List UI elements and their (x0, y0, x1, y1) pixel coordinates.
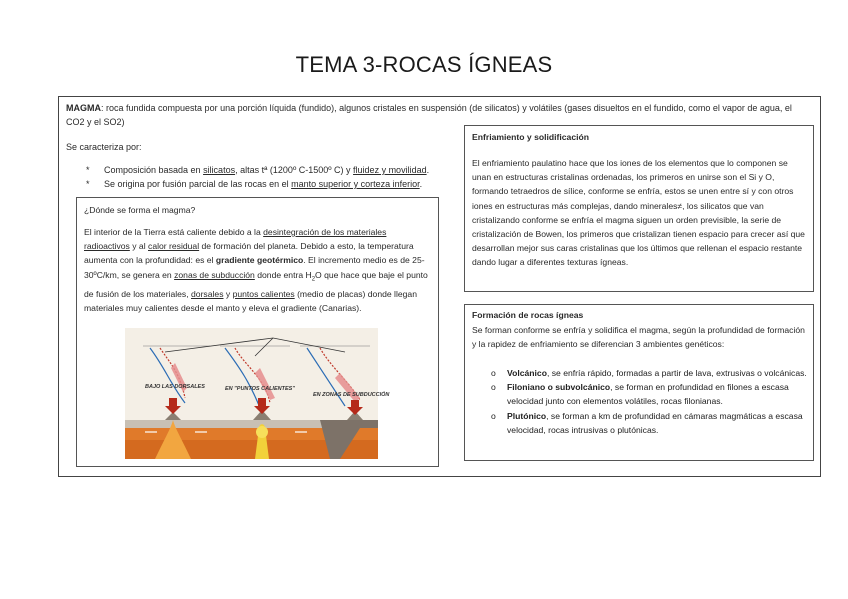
silicatos-term: silicatos (203, 165, 236, 175)
label-subduccion: EN ZONAS DE SUBDUCCIÓN (313, 392, 390, 398)
formacion-box (464, 304, 814, 461)
magma-origin-diagram (125, 328, 390, 459)
magma-bullet-1: * Composición basada en silicatos, altas tª (1200º C-1500º C) y fluidez y movilidad. (86, 165, 430, 175)
magma-term: MAGMA (66, 103, 101, 113)
donde-heading: ¿Dónde se forma el magma? (84, 205, 196, 215)
ambientes-list (491, 366, 821, 437)
formacion-heading: Formación de rocas ígneas (472, 310, 584, 320)
label-dorsales: BAJO LAS DORSALES (145, 384, 205, 390)
magma-bullet-2: * Se origina por fusión parcial de las rocas en el manto superior y corteza inferior. (86, 179, 423, 189)
magma-definition-text: : roca fundida compuesta por una porción líquida (fundido), algunos cristales en suspensión (de silicatos) y volátiles (gases disueltos en el fundido, como el vapor de agua, el CO2 y el SO2) (66, 103, 792, 127)
enfriamiento-heading: Enfriamiento y solidificación (472, 132, 589, 142)
list-item: o Volcánico, se enfría rápido, formadas a partir de lava, extrusivas o volcánicas. (491, 368, 807, 378)
label-puntos-calientes: EN "PUNTOS CALIENTES" (225, 386, 295, 392)
enfriamiento-box (464, 125, 814, 292)
list-item: o Filoniano o subvolcánico, se forman en profundidad en filones a escasa velocidad junto con elementos volátiles, rocas filonianas. (491, 382, 789, 407)
list-item: o Plutónico, se forman a km de profundidad en cámaras magmáticas a escasa velocidad, rocas intrusivas o plutónicas. (491, 410, 803, 435)
donde-paragraph: El interior de la Tierra está caliente debido a la desintegración de los materiales radioactivos y al calor residual de formación del planeta. Debido a esto, la temperatura aumenta con la profundidad: es el gradiente geotérmico. El incremento medio es de 25-30ºC/km, se genera en zonas de subducción donde entra $H_2O$ que hace que baje el punto de fusión de los materiales, dorsales y puntos calientes (medio de placas) donde llegan materiales muy calientes desde el manto y eleva el gradiente (Canarias). (84, 227, 428, 313)
hotspot-head (256, 426, 268, 438)
manto-term: manto superior y corteza inferior (291, 179, 420, 189)
fluidez-term: fluidez y movilidad (353, 165, 427, 175)
bullet-mark: * (86, 179, 90, 189)
page-title: TEMA 3-ROCAS ÍGNEAS (295, 52, 553, 77)
caracteriza-label: Se caracteriza por: (66, 142, 142, 152)
formacion-intro: Se forman conforme se enfría y solidifica el magma, según la profundidad de formación y la rapidez de enfriamiento se diferencian 3 ambientes genéticos: (472, 325, 805, 350)
enfriamiento-text: El enfriamiento paulatino hace que los iones de los elementos que lo componen se unan en estructuras cristalinas ordenadas, los primeros en unirse son el Si y O, formando tetraedros de sílice, conforme se enfría, estos se unen entre sí y con otros iones en estructuras más complejas, dando minerales≠, los silicatos que van cristalizando conforme se enfría el magma siguen un orden previsible, la serie de cristalización de Bowen, los primeros que cristalizan tienen espacio para crecer así que desarrollan mejor sus caras cristalinas que los últimos que rellenan el espacio restante dando lugar a diferentes texturas ígneas. (472, 158, 805, 268)
bullet-mark: * (86, 165, 90, 175)
